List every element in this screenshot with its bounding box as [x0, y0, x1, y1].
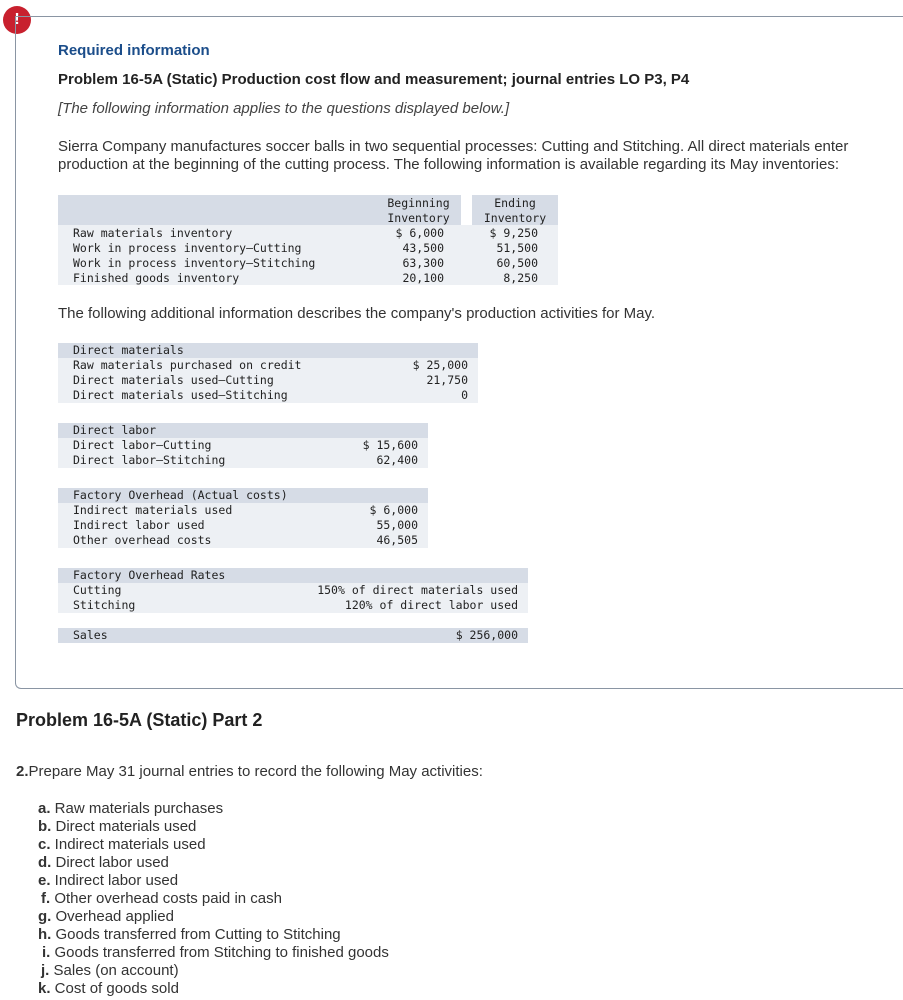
activity-letter: k. [38, 980, 51, 997]
required-information-heading: Required information [58, 42, 210, 59]
direct-labor-row-label: Direct labor—Cutting [73, 438, 212, 452]
activity-text: Cost of goods sold [50, 980, 179, 997]
activity-text: Indirect labor used [50, 872, 179, 889]
list-item [38, 980, 389, 998]
direct-labor-header: Direct labor [73, 423, 157, 437]
list-item [41, 962, 389, 980]
activity-text: Goods transferred from Cutting to Stitching [51, 926, 341, 943]
inventory-row-label: Work in process inventory—Cutting [73, 241, 302, 255]
activity-letter: h. [38, 926, 52, 943]
list-item [38, 836, 389, 854]
activity-letter: c. [38, 836, 51, 853]
direct-labor-row-value: $ 15,600 [362, 438, 418, 452]
header-ending: Ending [494, 196, 536, 210]
inventory-row-label: Raw materials inventory [73, 226, 233, 240]
inventory-row-label: Finished goods inventory [73, 271, 240, 285]
activity-text: Goods transferred from Stitching to finished goods [50, 944, 389, 961]
inventory-row-ending: 51,500 [496, 241, 538, 255]
activities-list [38, 800, 389, 998]
list-item [38, 908, 389, 926]
activity-text: Sales (on account) [49, 962, 179, 979]
factory-overhead-row-label: Indirect materials used [73, 503, 233, 517]
activity-letter: a. [38, 800, 51, 817]
inventory-row-beginning: 43,500 [402, 241, 444, 255]
activity-letter: e. [38, 872, 51, 889]
direct-materials-row-label: Raw materials purchased on credit [73, 358, 302, 372]
overhead-rates-row-label: Stitching [73, 598, 136, 612]
direct-materials-row-value: 21,750 [426, 373, 468, 387]
activity-letter: d. [38, 854, 52, 871]
factory-overhead-row-label: Indirect labor used [73, 518, 205, 532]
activity-text: Other overhead costs paid in cash [50, 890, 282, 907]
activity-letter: b. [38, 818, 52, 835]
sales-value: $ 256,000 [455, 628, 518, 642]
overhead-rates-header: Factory Overhead Rates [73, 568, 226, 582]
info-note: [The following information applies to the questions displayed below.] [58, 100, 510, 117]
header-ending-inventory: Inventory [483, 211, 547, 225]
additional-info-text: The following additional information describes the company's production activities for May. [58, 305, 656, 322]
factory-overhead-header: Factory Overhead (Actual costs) [73, 488, 288, 502]
inventory-row-beginning: 63,300 [402, 256, 444, 270]
question-number: 2. [16, 763, 29, 780]
factory-overhead-row-value: 46,505 [376, 533, 418, 547]
activity-text: Overhead applied [51, 908, 174, 925]
direct-materials-header: Direct materials [73, 343, 184, 357]
question-text [16, 763, 483, 780]
activity-letter: g. [38, 908, 52, 925]
list-item [38, 818, 389, 836]
question-body: Prepare May 31 journal entries to record the following May activities: [28, 763, 483, 780]
direct-materials-row-label: Direct materials used—Stitching [73, 388, 288, 402]
inventory-row-label: Work in process inventory—Stitching [73, 256, 316, 270]
factory-overhead-row-value: 55,000 [376, 518, 418, 532]
inventory-row-beginning: 20,100 [402, 271, 444, 285]
direct-materials-row-value: $ 25,000 [412, 358, 468, 372]
direct-materials-row-value: 0 [461, 388, 468, 402]
part-title: Problem 16-5A (Static) Part 2 [16, 710, 263, 730]
alert-icon: ! [3, 6, 31, 34]
activity-text: Raw materials purchases [50, 800, 224, 817]
factory-overhead-row-label: Other overhead costs [73, 533, 212, 547]
direct-labor-row-value: 62,400 [376, 453, 418, 467]
intro-line-2: production at the beginning of the cutting process. The following information is available regarding its May inventories: [58, 156, 840, 173]
list-item [38, 800, 389, 818]
inventory-row-ending: $ 9,250 [489, 226, 538, 240]
list-item [38, 872, 389, 890]
overhead-rates-row-value: 120% of direct labor used [344, 598, 518, 612]
list-item [38, 926, 389, 944]
inventory-row-ending: 8,250 [503, 271, 538, 285]
sales-label: Sales [73, 628, 108, 642]
list-item [38, 854, 389, 872]
intro-line-1: Sierra Company manufactures soccer balls in two sequential processes: Cutting and Stitching. All direct materials enter [58, 138, 849, 155]
list-item [42, 944, 389, 962]
activity-text: Indirect materials used [50, 836, 206, 853]
direct-labor-row-label: Direct labor—Stitching [73, 453, 226, 467]
overhead-rates-row-value: 150% of direct materials used [317, 583, 518, 597]
header-beginning: Beginning [387, 196, 450, 210]
inventory-row-beginning: $ 6,000 [395, 226, 444, 240]
activity-letter: f. [41, 890, 51, 907]
activity-letter: j. [41, 962, 50, 979]
activity-letter: i. [42, 944, 51, 961]
activity-text: Direct materials used [51, 818, 197, 835]
direct-materials-row-label: Direct materials used—Cutting [73, 373, 274, 387]
activity-text: Direct labor used [51, 854, 169, 871]
factory-overhead-row-value: $ 6,000 [369, 503, 418, 517]
header-beginning-inventory: Inventory [387, 211, 450, 225]
problem-title: Problem 16-5A (Static) Production cost flow and measurement; journal entries LO P3, P4 [58, 71, 690, 88]
inventory-row-ending: 60,500 [496, 256, 538, 270]
list-item [41, 890, 389, 908]
overhead-rates-row-label: Cutting [73, 583, 122, 597]
